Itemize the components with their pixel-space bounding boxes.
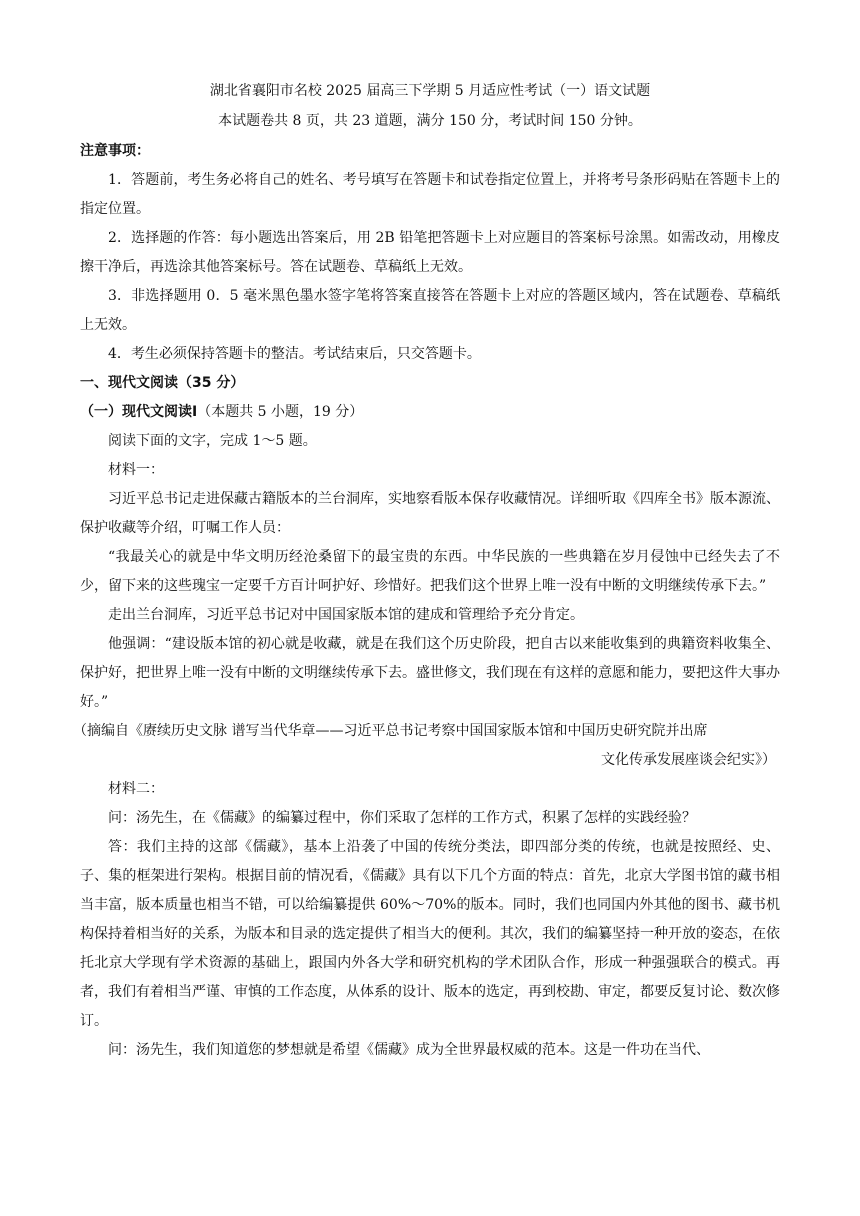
notice-item: 1．答题前，考生务必将自己的姓名、考号填写在答题卡和试卷指定位置上，并将考号条形码贴在答题卡上的指定位置。	[80, 172, 780, 217]
source-line: （摘编自《赓续历史文脉 谱写当代华章——习近平总书记考察中国国家版本馆和中国历史研究院并出席	[73, 723, 708, 739]
material-paragraph: 答：我们主持的这部《儒藏》，基本上沿袭了中国的传统分类法，即四部分类的传统，也就是按照经、史、子、集的框架进行架构。根据目前的情况看，《儒藏》具有以下几个方面的特点：首先，北京大学图书馆的藏书相当丰富，版本质量也相当不错，可以给编纂提供 60%～70%的版本。同时，我们也同国内外其他的图书、藏书机构保持着相当好的关系，为版本和目录的选定提供了相当大的便利。其次，我们的编纂坚持一种开放的姿态，在依托北京大学现有学术资源的基础上，跟国内外各大学和研究机构的学术团队合作，形成一种强强联合的模式。再者，我们有着相当严谨、审慎的工作态度，从体系的设计、版本的选定，再到校勘、审定，都要反复讨论、数次修订。	[80, 839, 780, 1029]
material-paragraph: 问：汤先生，我们知道您的梦想就是希望《儒藏》成为全世界最权威的范本。这是一件功在当代、	[108, 1042, 710, 1058]
material-label: 材料一：	[108, 462, 164, 478]
sub-section-heading	[80, 398, 780, 427]
material-paragraph: 走出兰台洞库，习近平总书记对中国国家版本馆的建成和管理给予充分肯定。	[108, 607, 584, 623]
exam-subtitle: 本试题卷共 8 页，共 23 道题，满分 150 分，考试时间 150 分钟。	[218, 113, 642, 129]
material-label: 材料二：	[108, 781, 164, 797]
section-heading: 一、现代文阅读（35 分）	[80, 375, 245, 391]
notice-item: 2．选择题的作答：每小题选出答案后，用 2B 铅笔把答题卡上对应题目的答案标号涂黑。如需改动，用橡皮擦干净后，再选涂其他答案标号。答在试题卷、草稿纸上无效。	[80, 230, 780, 275]
material-source	[73, 717, 780, 775]
notice-item: 4．考生必须保持答题卡的整洁。考试结束后，只交答题卡。	[108, 346, 481, 362]
exam-title: 湖北省襄阳市名校 2025 届高三下学期 5 月适应性考试（一）语文试题	[209, 83, 651, 99]
sub-section-note: （本题共 5 小题，19 分）	[197, 404, 364, 420]
material-paragraph: 习近平总书记走进保藏古籍版本的兰台洞库，实地察看版本保存收藏情况。详细听取《四库全书》版本源流、保护收藏等介绍，叮嘱工作人员：	[80, 491, 780, 536]
exam-page	[73, 80, 780, 1065]
notice-heading: 注意事项：	[80, 143, 150, 159]
material-paragraph: 问：汤先生，在《儒藏》的编纂过程中，你们采取了怎样的工作方式，积累了怎样的实践经验？	[108, 810, 696, 826]
notice-item: 3．非选择题用 0．5 毫米黑色墨水签字笔将答案直接答在答题卡上对应的答题区域内，答在试题卷、草稿纸上无效。	[80, 288, 780, 333]
reading-instruction: 阅读下面的文字，完成 1～5 题。	[108, 433, 317, 449]
material-paragraph: 他强调：“建设版本馆的初心就是收藏，就是在我们这个历史阶段，把自古以来能收集到的典籍资料收集全、保护好，把世界上唯一没有中断的文明继续传承下去。盛世修文，我们现在有这样的意愿和能力，要把这件大事办好。”	[80, 636, 780, 710]
sub-section-title: （一）现代文阅读Ⅰ	[80, 404, 198, 420]
material-paragraph: “我最关心的就是中华文明历经沧桑留下的最宝贵的东西。中华民族的一些典籍在岁月侵蚀中已经失去了不少，留下来的这些瑰宝一定要千方百计呵护好、珍惜好。把我们这个世界上唯一没有中断的文明继续传承下去。”	[80, 549, 780, 594]
source-line: 文化传承发展座谈会纪实》）	[601, 752, 776, 768]
